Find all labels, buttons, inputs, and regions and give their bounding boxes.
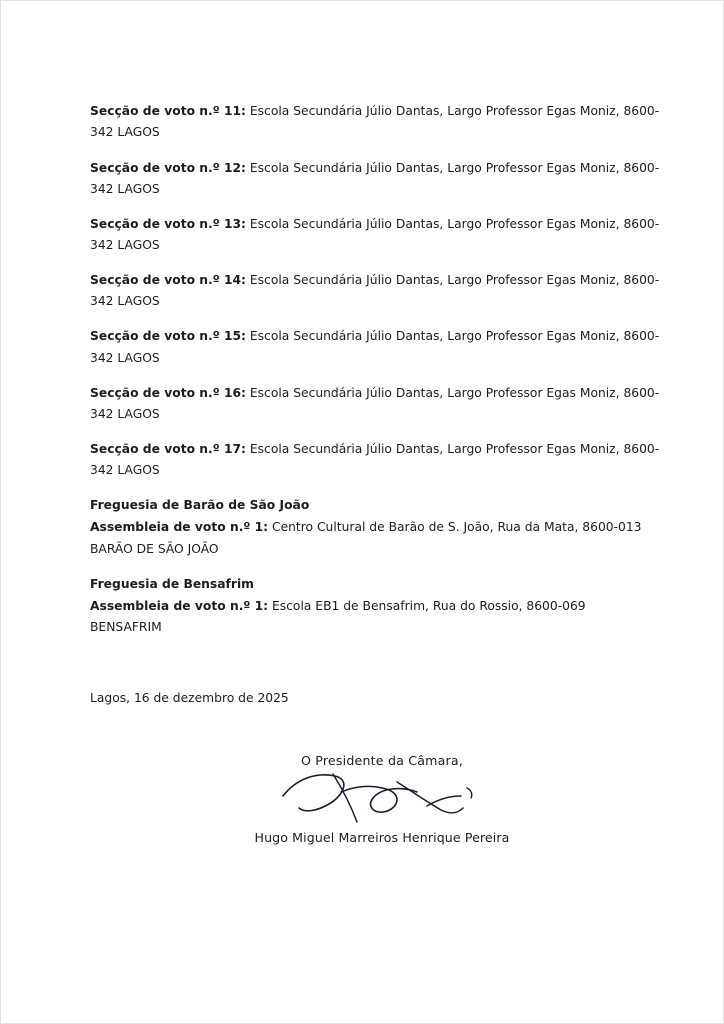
polling-section-text: Escola Secundária Júlio Dantas, Largo Professor Egas Moniz, 8600-342 LAGOS: [90, 385, 660, 421]
parish-heading: Freguesia de Barão de São João: [90, 498, 310, 513]
polling-section-text: Escola Secundária Júlio Dantas, Largo Professor Egas Moniz, 8600-342 LAGOS: [90, 216, 660, 252]
polling-section-entry: [90, 101, 660, 143]
signatory-title: O Presidente da Câmara,: [300, 753, 464, 769]
parish-assembly-entry: [90, 517, 660, 559]
signature-block: [90, 753, 660, 845]
parish-assembly-label: Assembleia de voto n.º 1:: [90, 598, 269, 613]
parish-assembly-entry: [90, 596, 660, 638]
polling-section-text: Escola Secundária Júlio Dantas, Largo Professor Egas Moniz, 8600-342 LAGOS: [90, 329, 660, 365]
polling-section-label: Secção de voto n.º 11:: [90, 104, 246, 119]
polling-section-text: Escola Secundária Júlio Dantas, Largo Professor Egas Moniz, 8600-342 LAGOS: [90, 273, 660, 309]
signatory-name: Hugo Miguel Marreiros Henrique Pereira: [254, 830, 510, 846]
polling-section-entry: [90, 270, 660, 312]
polling-section-label: Secção de voto n.º 13:: [90, 216, 246, 231]
parish-heading: Freguesia de Bensafrim: [90, 576, 254, 591]
polling-section-entry: [90, 383, 660, 425]
polling-section-label: Secção de voto n.º 17:: [90, 441, 246, 456]
polling-section-text: Escola Secundária Júlio Dantas, Largo Professor Egas Moniz, 8600-342 LAGOS: [90, 160, 660, 196]
parish-assembly-text: Escola EB1 de Bensafrim, Rua do Rossio, 8600-069 BENSAFRIM: [90, 598, 586, 634]
polling-section-entry: [90, 326, 660, 368]
polling-section-label: Secção de voto n.º 14:: [90, 273, 246, 288]
polling-section-label: Secção de voto n.º 16:: [90, 385, 246, 400]
handwritten-signature-icon: [104, 768, 660, 830]
polling-section-entry: [90, 439, 660, 481]
polling-section-entry: [90, 158, 660, 200]
document-body: [90, 89, 660, 845]
parish-block: [90, 574, 660, 638]
polling-section-text: Escola Secundária Júlio Dantas, Largo Professor Egas Moniz, 8600-342 LAGOS: [90, 441, 660, 478]
polling-section-label: Secção de voto n.º 12:: [90, 160, 246, 175]
section-spacer: [90, 652, 660, 688]
polling-section-entry: [90, 214, 660, 256]
parish-block: [90, 495, 660, 559]
polling-section-label: Secção de voto n.º 15:: [90, 329, 246, 344]
parish-assembly-label: Assembleia de voto n.º 1:: [90, 520, 269, 535]
polling-section-text: Escola Secundária Júlio Dantas, Largo Professor Egas Moniz, 8600-342 LAGOS: [90, 104, 660, 140]
place-and-date: Lagos, 16 de dezembro de 2025: [90, 691, 289, 706]
parish-assembly-text: Centro Cultural de Barão de S. João, Rua da Mata, 8600-013 BARÃO DE SÃO JOÃO: [90, 520, 642, 556]
